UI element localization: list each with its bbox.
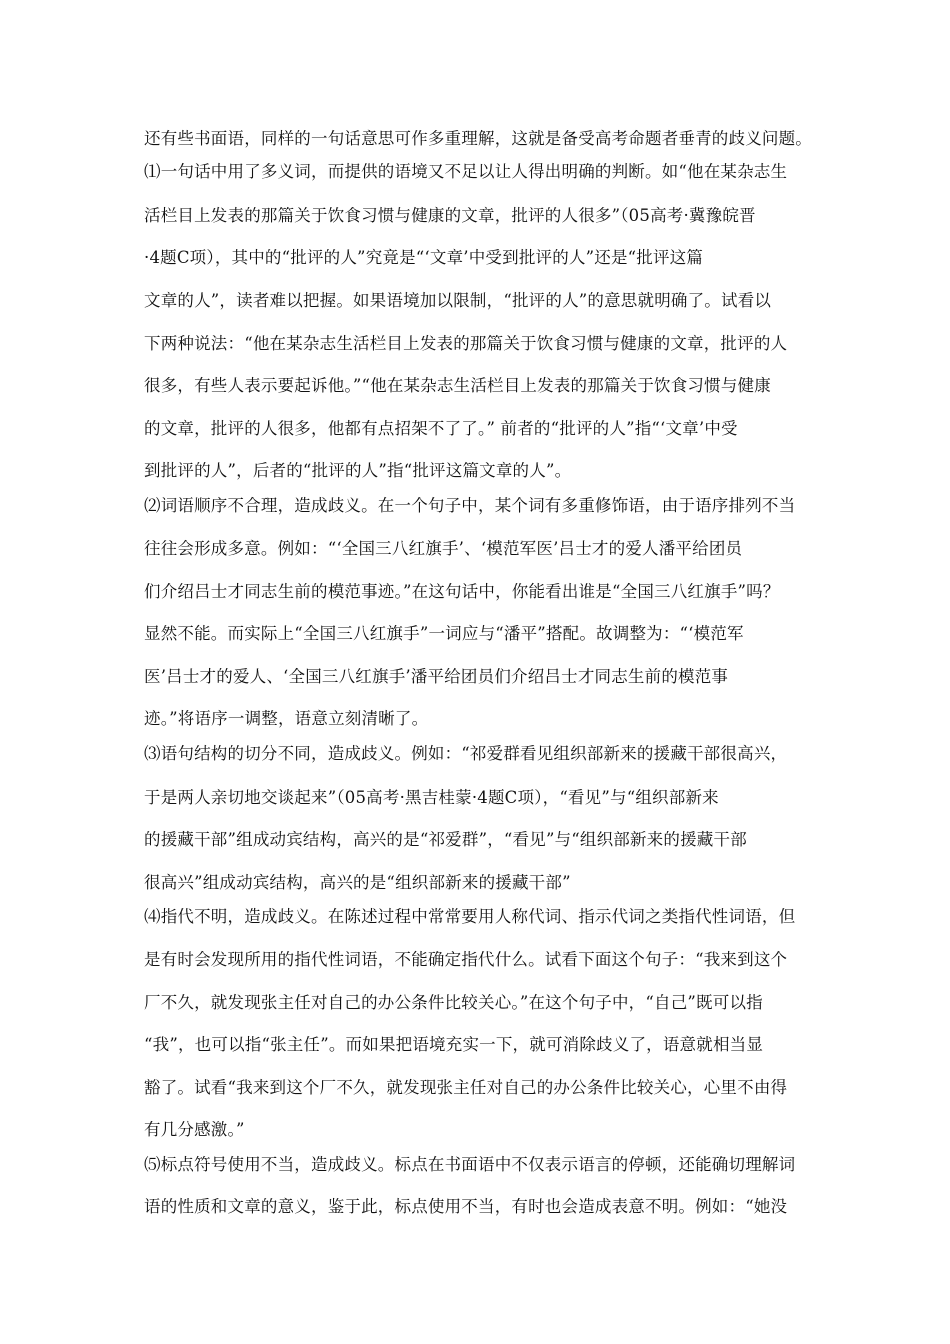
text-line: 是有时会发现所用的指代性词语，不能确定指代什么。试看下面这个句子：“我来到这个 xyxy=(144,950,788,969)
text-line: ·4题C项），其中的“批评的人”究竟是“‘文章’中受到批评的人”还是“批评这篇 xyxy=(144,248,704,267)
text-line: ⑵词语顺序不合理，造成歧义。在一个句子中，某个词有多重修饰语，由于语序排列不当 xyxy=(144,496,796,515)
text-line: 于是两人亲切地交谈起来”（05高考·黑吉桂蒙·4题C项），“看见”与“组织部新来 xyxy=(144,788,719,807)
text-line: 文章的人”，读者难以把握。如果语境加以限制，“批评的人”的意思就明确了。试看以 xyxy=(144,291,772,310)
text-line: 迹。”将语序一调整，语意立刻清晰了。 xyxy=(144,709,429,728)
text-line: 往往会形成多意。例如：“‘全国三八红旗手’、‘模范军医’吕士才的爱人潘平给团员 xyxy=(144,539,743,558)
text-line: 下两种说法：“他在某杂志生活栏目上发表的那篇关于饮食习惯与健康的文章，批评的人 xyxy=(144,334,788,353)
text-line: 很高兴”组成动宾结构，高兴的是“组织部新来的援藏干部” xyxy=(144,873,571,892)
text-line: 还有些书面语，同样的一句话意思可作多重理解，这就是备受高考命题者垂青的歧义问题。 xyxy=(144,129,812,148)
text-line: 医’吕士才的爱人、‘全国三八红旗手’潘平给团员们介绍吕士才同志生前的模范事 xyxy=(144,667,729,686)
text-line: ⑷指代不明，造成歧义。在陈述过程中常常要用人称代词、指示代词之类指代性词语，但 xyxy=(144,907,796,926)
text-line: 的文章，批评的人很多，他都有点招架不了了。” 前者的“批评的人”指“‘文章’中受 xyxy=(144,419,738,438)
text-line: 语的性质和文章的意义，鉴于此，标点使用不当，有时也会造成表意不明。例如：“她没 xyxy=(144,1197,788,1216)
text-line: “我”，也可以指“张主任”。而如果把语境充实一下，就可消除歧义了，语意就相当显 xyxy=(144,1035,764,1054)
text-line: ⑸标点符号使用不当，造成歧义。标点在书面语中不仅表示语言的停顿，还能确切理解词 xyxy=(144,1155,796,1174)
text-line: ⑴一句话中用了多义词，而提供的语境又不足以让人得出明确的判断。如“他在某杂志生 xyxy=(144,162,788,181)
text-line: 们介绍吕士才同志生前的模范事迹。”在这句话中，你能看出谁是“全国三八红旗手”吗？ xyxy=(144,582,780,601)
text-line: 显然不能。而实际上“全国三八红旗手”一词应与“潘平”搭配。故调整为：“‘模范军 xyxy=(144,624,744,643)
text-line: 豁了。试看“我来到这个厂不久，就发现张主任对自己的办公条件比较关心，心里不由得 xyxy=(144,1078,788,1097)
text-line: ⑶语句结构的切分不同，造成歧义。例如：“祁爱群看见组织部新来的援藏干部很高兴， xyxy=(144,744,788,763)
text-line: 厂不久，就发现张主任对自己的办公条件比较关心。”在这个句子中，“自己”既可以指 xyxy=(144,993,763,1012)
text-line: 很多，有些人表示要起诉他。”“他在某杂志生活栏目上发表的那篇关于饮食习惯与健康 xyxy=(144,376,771,395)
text-line: 有几分感激。” xyxy=(144,1120,245,1139)
text-line: 的援藏干部”组成动宾结构，高兴的是“祁爱群”，“看见”与“组织部新来的援藏干部 xyxy=(144,830,747,849)
text-line: 活栏目上发表的那篇关于饮食习惯与健康的文章，批评的人很多”（05高考·冀豫皖晋 xyxy=(144,206,756,225)
text-line: 到批评的人”，后者的“批评的人”指“批评这篇文章的人”。 xyxy=(144,461,572,480)
